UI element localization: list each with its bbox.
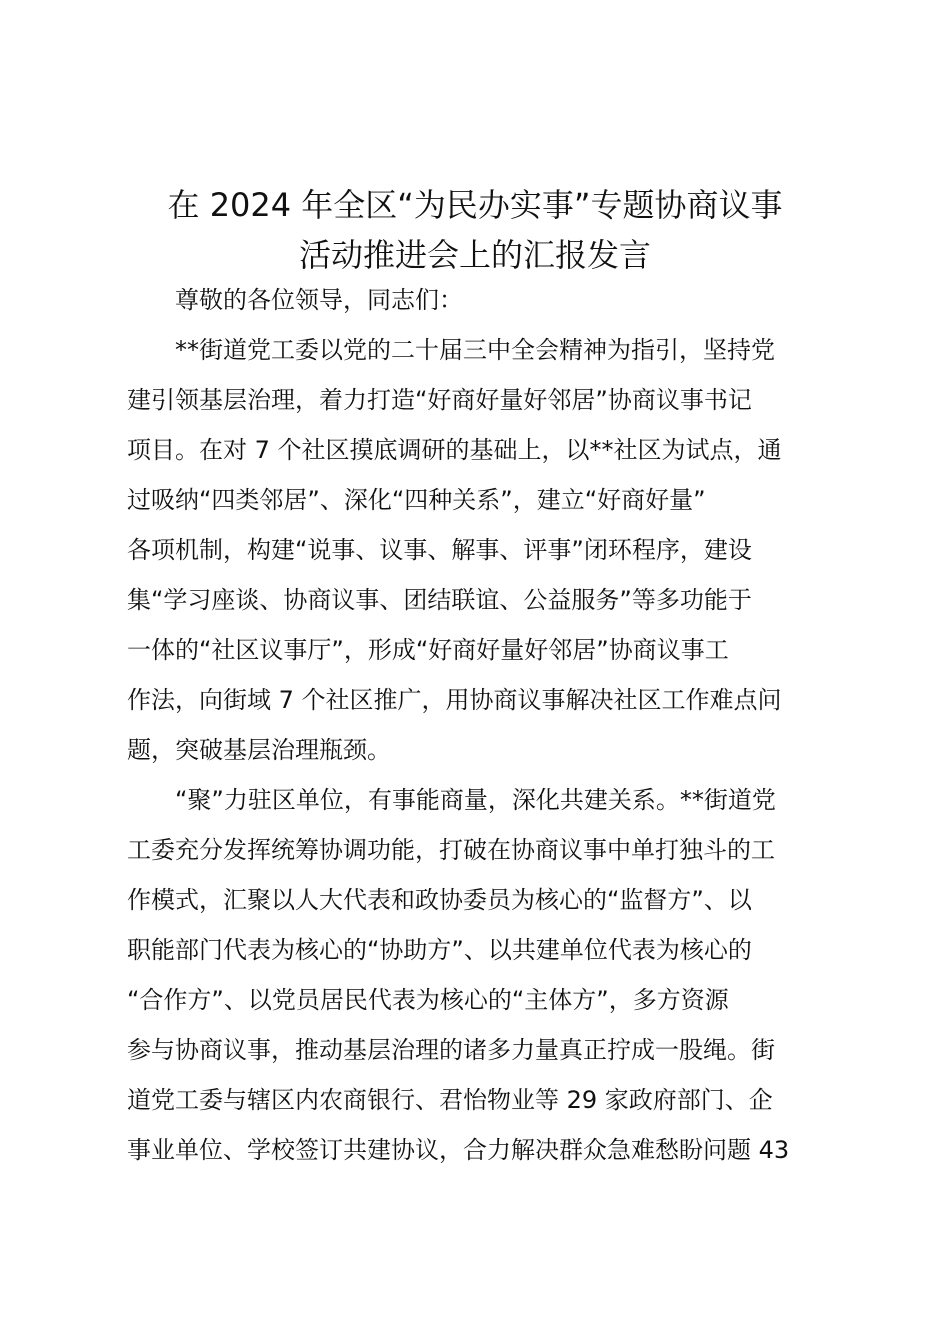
paragraph-1-line: 项目。在对 7 个社区摸底调研的基础上，以**社区为试点，通 <box>127 436 782 464</box>
document-title <box>110 180 840 280</box>
paragraph-2-line: 作模式，汇聚以人大代表和政协委员为核心的“监督方”、以 <box>127 886 752 914</box>
paragraph-2-line: “合作方”、以党员居民代表为核心的“主体方”，多方资源 <box>127 986 729 1014</box>
paragraph-1-line: 建引领基层治理，着力打造“好商好量好邻居”协商议事书记 <box>127 386 752 414</box>
title-line-1: 在 2024 年全区“为民办实事”专题协商议事 <box>167 186 783 224</box>
paragraph-2-line: 职能部门代表为核心的“协助方”、以共建单位代表为核心的 <box>127 936 752 964</box>
paragraph-2-line: 工委充分发挥统筹协调功能，打破在协商议事中单打独斗的工 <box>127 836 775 864</box>
paragraph-2-line: “聚”力驻区单位，有事能商量，深化共建关系。**街道党 <box>175 786 776 814</box>
paragraph-1-line: 过吸纳“四类邻居”、深化“四种关系”，建立“好商好量” <box>127 486 706 514</box>
paragraph-1-line: 各项机制，构建“说事、议事、解事、评事”闭环程序，建设 <box>127 536 752 564</box>
paragraph-1-line: **街道党工委以党的二十届三中全会精神为指引，坚持党 <box>175 336 775 364</box>
paragraph-1-line: 集“学习座谈、协商议事、团结联谊、公益服务”等多功能于 <box>127 586 752 614</box>
paragraph-2-line: 道党工委与辖区内农商银行、君怡物业等 29 家政府部门、企 <box>127 1086 773 1114</box>
paragraph-1-line: 作法，向街域 7 个社区推广，用协商议事解决社区工作难点问 <box>127 686 782 714</box>
title-line-2: 活动推进会上的汇报发言 <box>298 236 651 274</box>
paragraph-2-line: 参与协商议事，推动基层治理的诸多力量真正拧成一股绳。街 <box>127 1036 775 1064</box>
paragraph-1-line: 一体的“社区议事厅”，形成“好商好量好邻居”协商议事工 <box>127 636 729 664</box>
salutation: 尊敬的各位领导，同志们： <box>175 286 463 314</box>
paragraph-1-line: 题，突破基层治理瓶颈。 <box>127 736 391 764</box>
paragraph-2-line: 事业单位、学校签订共建协议，合力解决群众急难愁盼问题 43 <box>127 1136 790 1164</box>
